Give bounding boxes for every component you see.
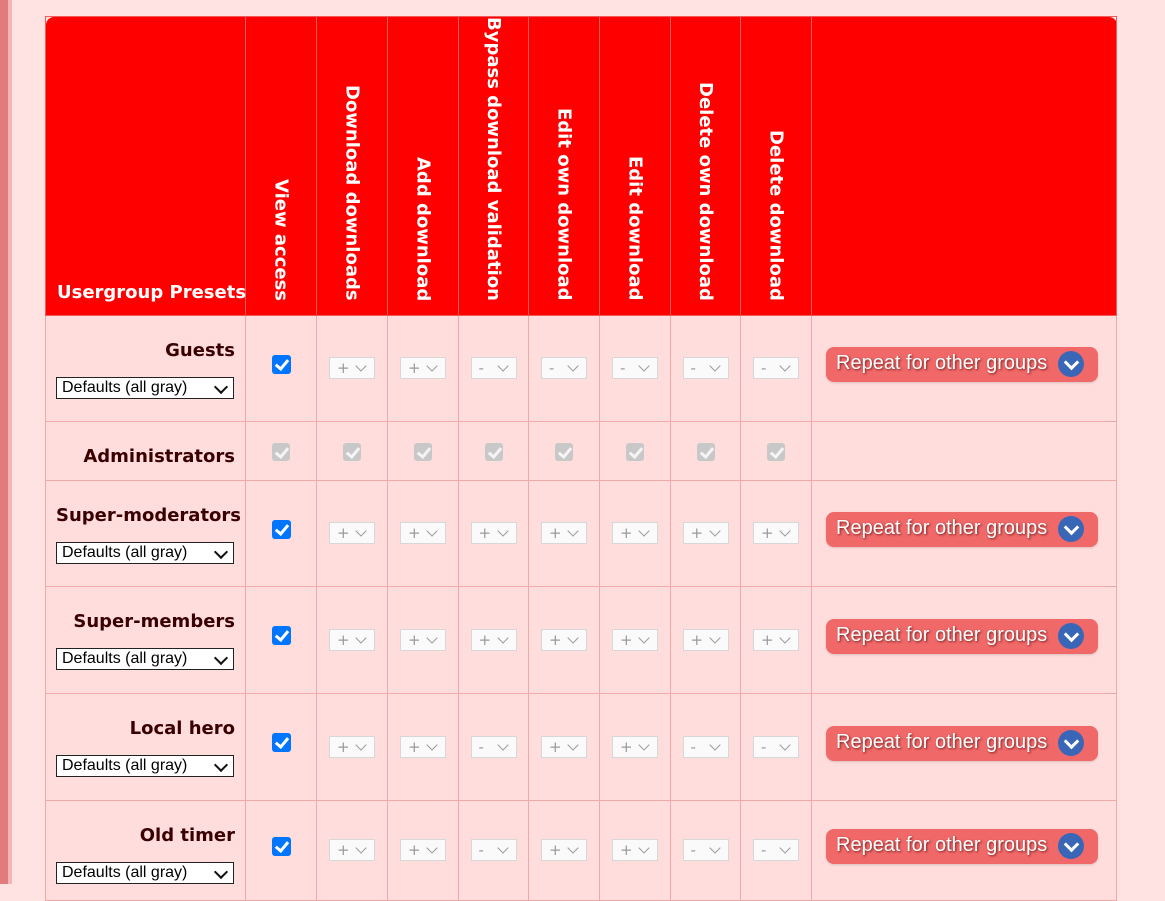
chevron-down-circle-icon bbox=[1058, 623, 1084, 649]
chevron-down-icon bbox=[638, 739, 649, 750]
permission-select[interactable] bbox=[541, 736, 587, 758]
permission-select[interactable] bbox=[753, 522, 799, 544]
permissions-table bbox=[45, 16, 1117, 901]
header-edit-own-download bbox=[529, 17, 600, 316]
group-name-cell bbox=[46, 800, 246, 900]
preset-select[interactable] bbox=[56, 862, 234, 884]
chevron-down-icon bbox=[567, 843, 578, 854]
chevron-down-icon bbox=[214, 380, 228, 394]
permission-select-value: + bbox=[549, 630, 562, 649]
preset-select[interactable] bbox=[56, 755, 234, 777]
permission-select[interactable] bbox=[329, 736, 375, 758]
permission-select[interactable] bbox=[471, 357, 517, 379]
header-label: Add download bbox=[412, 156, 434, 301]
chevron-down-icon bbox=[638, 361, 649, 372]
permission-select[interactable] bbox=[400, 839, 446, 861]
permission-select-value: - bbox=[478, 737, 484, 756]
permission-select[interactable] bbox=[541, 357, 587, 379]
permission-select-value: + bbox=[620, 841, 633, 860]
permission-select[interactable] bbox=[753, 839, 799, 861]
preset-select-value: Defaults (all gray) bbox=[62, 378, 188, 396]
chevron-down-icon bbox=[779, 632, 790, 643]
preset-select-value: Defaults (all gray) bbox=[62, 543, 188, 561]
chevron-down-icon bbox=[355, 632, 366, 643]
repeat-button-label: Repeat for other groups bbox=[836, 517, 1048, 540]
chevron-down-icon bbox=[426, 632, 437, 643]
chevron-down-icon bbox=[567, 739, 578, 750]
preset-select[interactable] bbox=[56, 542, 234, 564]
permission-cell bbox=[671, 480, 741, 586]
permission-select-value: + bbox=[761, 630, 774, 649]
permission-select-value: - bbox=[690, 737, 696, 756]
table-row bbox=[46, 693, 1117, 800]
chevron-down-icon bbox=[214, 865, 228, 879]
permission-select[interactable] bbox=[612, 629, 658, 651]
permission-cell bbox=[529, 693, 600, 800]
action-cell bbox=[812, 480, 1117, 586]
permission-select-value: + bbox=[408, 630, 421, 649]
table-row bbox=[46, 315, 1117, 421]
group-name-cell bbox=[46, 315, 246, 421]
permission-cell bbox=[317, 480, 388, 586]
permission-cell bbox=[600, 693, 671, 800]
permission-cell bbox=[671, 800, 741, 900]
header-label: Delete own download bbox=[695, 81, 716, 301]
permission-cell bbox=[671, 586, 741, 693]
permission-cell bbox=[671, 421, 741, 480]
chevron-down-icon bbox=[426, 843, 437, 854]
permission-cell bbox=[459, 693, 529, 800]
header-view-access bbox=[246, 17, 317, 316]
group-name: Old timer bbox=[139, 824, 235, 846]
header-add-download bbox=[388, 17, 459, 316]
chevron-down-icon bbox=[214, 545, 228, 559]
permission-select[interactable] bbox=[683, 357, 729, 379]
chevron-down-icon bbox=[214, 651, 228, 665]
chevron-down-icon bbox=[779, 843, 790, 854]
permission-select[interactable] bbox=[683, 522, 729, 544]
permission-select-value: + bbox=[761, 524, 774, 543]
table-row bbox=[46, 480, 1117, 586]
permission-select-value: + bbox=[690, 630, 704, 649]
header-bypass-download-validation bbox=[459, 17, 529, 316]
permission-select[interactable] bbox=[400, 522, 446, 544]
permission-select-value: + bbox=[549, 841, 562, 860]
permission-select-value: - bbox=[620, 359, 626, 378]
permission-select[interactable] bbox=[471, 522, 517, 544]
permission-cell bbox=[388, 315, 459, 421]
permission-select-value: + bbox=[408, 841, 421, 860]
usergroup-presets-header bbox=[46, 17, 246, 316]
chevron-down-icon bbox=[497, 361, 508, 372]
chevron-down-icon bbox=[497, 843, 508, 854]
chevron-down-icon bbox=[497, 739, 508, 750]
chevron-down-icon bbox=[426, 739, 437, 750]
permission-select-value: + bbox=[478, 630, 492, 649]
chevron-down-icon bbox=[709, 843, 720, 854]
chevron-down-icon bbox=[355, 361, 366, 372]
permission-cell bbox=[741, 480, 812, 586]
permission-select[interactable] bbox=[471, 736, 517, 758]
permission-select-value: + bbox=[549, 737, 562, 756]
header-edit-download bbox=[600, 17, 671, 316]
permission-cell bbox=[317, 693, 388, 800]
chevron-down-icon bbox=[638, 632, 649, 643]
group-name-cell bbox=[46, 421, 246, 480]
view-access-checkbox[interactable] bbox=[272, 733, 291, 752]
permission-cell bbox=[388, 586, 459, 693]
permission-cell bbox=[317, 421, 388, 480]
permission-cell bbox=[741, 315, 812, 421]
chevron-down-circle-icon bbox=[1058, 351, 1084, 377]
permission-cell bbox=[741, 800, 812, 900]
group-name-cell bbox=[46, 693, 246, 800]
preset-select[interactable] bbox=[56, 377, 234, 399]
permission-select[interactable] bbox=[753, 357, 799, 379]
permission-select-value: - bbox=[478, 841, 484, 860]
repeat-for-other-groups-button[interactable] bbox=[826, 347, 1098, 382]
permission-cell bbox=[388, 480, 459, 586]
group-name: Local hero bbox=[129, 717, 235, 739]
permission-select-value: + bbox=[337, 359, 350, 378]
group-name-cell bbox=[46, 480, 246, 586]
permission-select[interactable] bbox=[683, 839, 729, 861]
permission-cell bbox=[741, 421, 812, 480]
permission-select[interactable] bbox=[541, 839, 587, 861]
repeat-button-label: Repeat for other groups bbox=[836, 352, 1048, 375]
permission-select[interactable] bbox=[612, 357, 658, 379]
repeat-for-other-groups-button[interactable] bbox=[826, 512, 1098, 547]
permission-checkbox bbox=[555, 443, 573, 461]
header-label: Bypass download validation bbox=[483, 17, 504, 301]
permission-select-value: + bbox=[620, 630, 633, 649]
permission-cell bbox=[459, 800, 529, 900]
view-access-cell bbox=[246, 800, 317, 900]
view-access-checkbox bbox=[272, 443, 290, 461]
preset-select-value: Defaults (all gray) bbox=[62, 649, 188, 667]
action-cell bbox=[812, 800, 1117, 900]
chevron-down-icon bbox=[709, 526, 720, 537]
view-access-cell bbox=[246, 693, 317, 800]
view-access-checkbox[interactable] bbox=[272, 626, 291, 645]
header-label: View access bbox=[270, 178, 292, 301]
permission-cell bbox=[600, 800, 671, 900]
chevron-down-icon bbox=[709, 739, 720, 750]
view-access-checkbox[interactable] bbox=[272, 837, 291, 856]
permission-select-value: + bbox=[620, 524, 633, 543]
permission-select[interactable] bbox=[329, 629, 375, 651]
preset-select-value: Defaults (all gray) bbox=[62, 863, 188, 881]
header-label: Delete download bbox=[765, 130, 787, 301]
header-delete-download bbox=[741, 17, 812, 316]
permission-cell bbox=[600, 315, 671, 421]
permission-select[interactable] bbox=[541, 629, 587, 651]
header-label: Edit own download bbox=[553, 108, 575, 301]
permission-select[interactable] bbox=[612, 839, 658, 861]
usergroup-presets-label: Usergroup Presets bbox=[57, 281, 247, 303]
permission-select-value: + bbox=[408, 359, 421, 378]
table-row bbox=[46, 800, 1117, 900]
header-download-downloads bbox=[317, 17, 388, 316]
view-access-cell bbox=[246, 315, 317, 421]
chevron-down-icon bbox=[355, 739, 366, 750]
permission-select[interactable] bbox=[400, 357, 446, 379]
permission-cell bbox=[459, 421, 529, 480]
permission-select[interactable] bbox=[753, 736, 799, 758]
permission-select-value: - bbox=[549, 359, 555, 378]
permission-select-value: + bbox=[337, 737, 350, 756]
permission-cell bbox=[459, 315, 529, 421]
header-row bbox=[46, 17, 1117, 316]
permission-select-value: + bbox=[478, 524, 492, 543]
chevron-down-icon bbox=[638, 843, 649, 854]
permission-select[interactable] bbox=[400, 629, 446, 651]
permission-select-value: + bbox=[337, 841, 350, 860]
permission-cell bbox=[529, 421, 600, 480]
chevron-down-icon bbox=[214, 758, 228, 772]
permission-select-value: + bbox=[408, 524, 421, 543]
permission-select[interactable] bbox=[683, 736, 729, 758]
permission-select[interactable] bbox=[753, 629, 799, 651]
permission-select-value: + bbox=[690, 524, 704, 543]
permission-cell bbox=[459, 480, 529, 586]
header-actions bbox=[812, 17, 1117, 316]
action-cell bbox=[812, 315, 1117, 421]
chevron-down-icon bbox=[779, 739, 790, 750]
chevron-down-icon bbox=[709, 361, 720, 372]
permission-select[interactable] bbox=[683, 629, 729, 651]
group-name: Administrators bbox=[83, 445, 235, 467]
view-access-cell bbox=[246, 586, 317, 693]
permission-select[interactable] bbox=[329, 839, 375, 861]
chevron-down-circle-icon bbox=[1058, 833, 1084, 859]
permission-checkbox bbox=[485, 443, 503, 461]
permission-checkbox bbox=[697, 443, 715, 461]
repeat-button-label: Repeat for other groups bbox=[836, 730, 1048, 753]
left-border-strip bbox=[0, 0, 12, 884]
permission-select[interactable] bbox=[471, 629, 517, 651]
permission-cell bbox=[600, 586, 671, 693]
view-access-checkbox[interactable] bbox=[272, 355, 291, 374]
permission-select-value: + bbox=[549, 524, 562, 543]
permission-cell bbox=[388, 800, 459, 900]
chevron-down-icon bbox=[779, 526, 790, 537]
permission-checkbox bbox=[767, 443, 785, 461]
view-access-cell bbox=[246, 421, 317, 480]
repeat-for-other-groups-button[interactable] bbox=[826, 619, 1098, 654]
table-row bbox=[46, 586, 1117, 693]
permission-select-value: + bbox=[337, 630, 350, 649]
group-name: Guests bbox=[165, 339, 235, 361]
chevron-down-circle-icon bbox=[1058, 516, 1084, 542]
permission-cell bbox=[741, 693, 812, 800]
view-access-cell bbox=[246, 480, 317, 586]
chevron-down-icon bbox=[779, 361, 790, 372]
table-row bbox=[46, 421, 1117, 480]
permission-cell bbox=[600, 421, 671, 480]
repeat-button-label: Repeat for other groups bbox=[836, 623, 1048, 646]
preset-select[interactable] bbox=[56, 648, 234, 670]
permission-cell bbox=[600, 480, 671, 586]
chevron-down-icon bbox=[709, 632, 720, 643]
permission-select-value: + bbox=[337, 524, 350, 543]
permission-select-value: - bbox=[761, 841, 767, 860]
permission-cell bbox=[529, 315, 600, 421]
chevron-down-icon bbox=[567, 632, 578, 643]
permission-cell bbox=[317, 586, 388, 693]
permission-cell bbox=[317, 315, 388, 421]
permission-select[interactable] bbox=[541, 522, 587, 544]
view-access-checkbox[interactable] bbox=[272, 520, 291, 539]
permission-select[interactable] bbox=[612, 522, 658, 544]
permission-select-value: + bbox=[408, 737, 421, 756]
permission-select[interactable] bbox=[329, 522, 375, 544]
permission-select-value: + bbox=[620, 737, 633, 756]
permission-select-value: - bbox=[478, 359, 484, 378]
permission-select-value: - bbox=[761, 737, 767, 756]
permission-select-value: - bbox=[761, 359, 767, 378]
permission-select[interactable] bbox=[400, 736, 446, 758]
header-label: Download downloads bbox=[341, 85, 363, 301]
header-delete-own-download bbox=[671, 17, 741, 316]
permission-checkbox bbox=[343, 443, 361, 461]
permission-checkbox bbox=[626, 443, 644, 461]
permission-cell bbox=[671, 693, 741, 800]
permission-cell bbox=[529, 800, 600, 900]
permission-cell bbox=[529, 480, 600, 586]
permission-cell bbox=[459, 586, 529, 693]
permission-select[interactable] bbox=[612, 736, 658, 758]
chevron-down-icon bbox=[355, 843, 366, 854]
permission-checkbox bbox=[414, 443, 432, 461]
permission-select[interactable] bbox=[329, 357, 375, 379]
action-cell bbox=[812, 421, 1117, 480]
chevron-down-icon bbox=[567, 526, 578, 537]
group-name: Super-moderators bbox=[56, 504, 242, 526]
permission-cell bbox=[671, 315, 741, 421]
permission-cell bbox=[741, 586, 812, 693]
repeat-for-other-groups-button[interactable] bbox=[826, 829, 1098, 864]
chevron-down-icon bbox=[355, 526, 366, 537]
permission-select-value: - bbox=[690, 359, 696, 378]
permission-cell bbox=[388, 421, 459, 480]
chevron-down-icon bbox=[497, 526, 508, 537]
permission-select[interactable] bbox=[471, 839, 517, 861]
chevron-down-icon bbox=[497, 632, 508, 643]
action-cell bbox=[812, 586, 1117, 693]
header-label: Edit download bbox=[624, 156, 646, 301]
permission-select-value: - bbox=[690, 841, 696, 860]
chevron-down-icon bbox=[426, 526, 437, 537]
action-cell bbox=[812, 693, 1117, 800]
permission-cell bbox=[529, 586, 600, 693]
permission-cell bbox=[317, 800, 388, 900]
permission-cell bbox=[388, 693, 459, 800]
group-name-cell bbox=[46, 586, 246, 693]
permissions-body bbox=[46, 315, 1117, 900]
chevron-down-icon bbox=[426, 361, 437, 372]
group-name: Super-members bbox=[73, 610, 235, 632]
chevron-down-circle-icon bbox=[1058, 730, 1084, 756]
preset-select-value: Defaults (all gray) bbox=[62, 756, 188, 774]
chevron-down-icon bbox=[567, 361, 578, 372]
repeat-button-label: Repeat for other groups bbox=[836, 834, 1048, 857]
repeat-for-other-groups-button[interactable] bbox=[826, 726, 1098, 761]
chevron-down-icon bbox=[638, 526, 649, 537]
